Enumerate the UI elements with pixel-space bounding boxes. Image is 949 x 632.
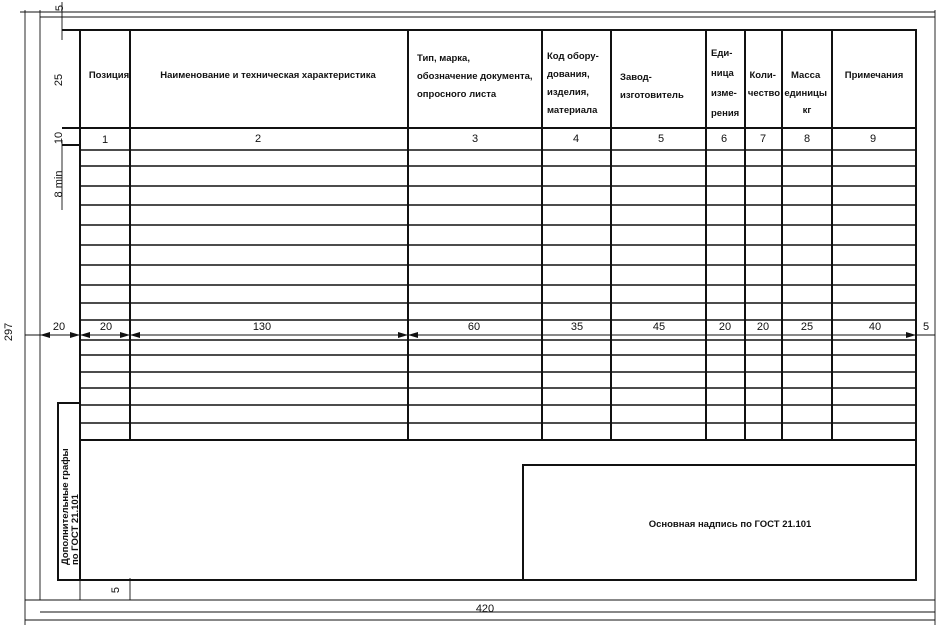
dim-column-width: 45 bbox=[652, 321, 666, 333]
dim-column-width: 40 bbox=[868, 321, 882, 333]
dim-column-width: 20 bbox=[756, 321, 770, 333]
column-width-dimension bbox=[25, 321, 935, 338]
header-quantity: Коли- чество bbox=[747, 70, 781, 99]
dim-header-height: 25 bbox=[53, 73, 65, 87]
title-block-label: Основная надпись по ГОСТ 21.101 bbox=[648, 519, 812, 530]
column-number: 5 bbox=[657, 133, 665, 145]
header-unit: Еди- ница изме- рения bbox=[711, 48, 740, 119]
header-type: Тип, марка, обозначение документа, опросного листа bbox=[417, 53, 533, 100]
dim-row-min: 8 min bbox=[53, 170, 65, 198]
dim-column-width: 60 bbox=[467, 321, 481, 333]
column-number: 7 bbox=[759, 133, 767, 145]
header-notes: Примечания bbox=[844, 70, 904, 81]
column-number: 6 bbox=[720, 133, 728, 145]
row-lines bbox=[80, 128, 916, 440]
dim-top-margin: 5 bbox=[54, 4, 66, 12]
column-number: 8 bbox=[803, 133, 811, 145]
dim-column-width: 20 bbox=[718, 321, 732, 333]
header-name: Наименование и техническая характеристика bbox=[160, 70, 376, 81]
header-mass: Масса единицы кг bbox=[784, 70, 828, 116]
column-numbers bbox=[102, 133, 876, 146]
dim-left-margin: 20 bbox=[52, 321, 66, 333]
form-frame bbox=[62, 30, 916, 580]
header-code: Код обору- дования, изделия, материала bbox=[547, 51, 599, 116]
dim-sheet-height: 297 bbox=[3, 322, 15, 342]
dim-column-width: 20 bbox=[99, 321, 113, 333]
dim-right-margin: 5 bbox=[922, 321, 930, 333]
additional-columns-label: Дополнительные графы по ГОСТ 21.101 bbox=[60, 448, 81, 565]
dim-column-width: 35 bbox=[570, 321, 584, 333]
header-manufacturer: Завод- изготовитель bbox=[620, 72, 684, 101]
column-number: 2 bbox=[254, 133, 262, 145]
dim-bottom-margin: 5 bbox=[110, 586, 122, 594]
header-position: Позиция bbox=[88, 70, 130, 81]
dim-number-row: 10 bbox=[53, 131, 65, 145]
dim-column-width: 130 bbox=[252, 321, 272, 333]
dim-sheet-width: 420 bbox=[475, 603, 495, 615]
dim-column-width: 25 bbox=[800, 321, 814, 333]
column-number: 3 bbox=[471, 133, 479, 145]
column-number: 9 bbox=[869, 133, 877, 145]
column-number: 1 bbox=[101, 134, 109, 146]
column-number: 4 bbox=[572, 133, 580, 145]
